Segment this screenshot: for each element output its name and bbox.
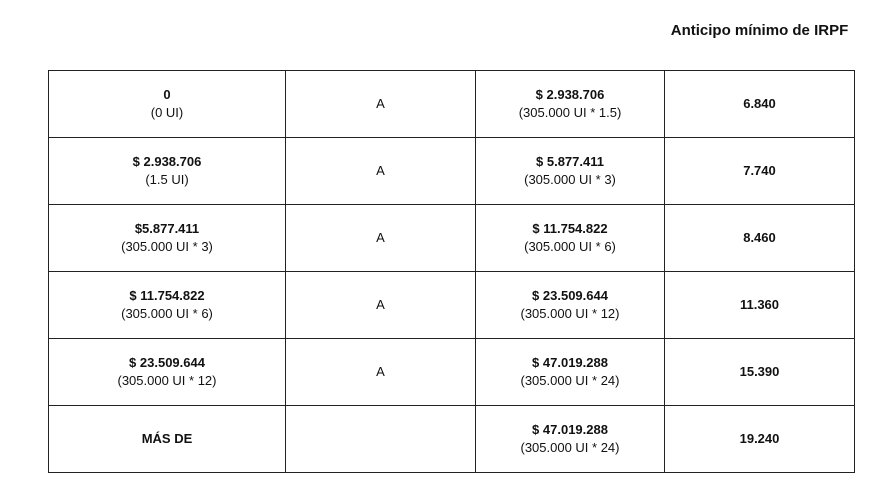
from-value: 0 bbox=[163, 87, 171, 102]
amount-value: 7.740 bbox=[743, 163, 776, 178]
connector-cell bbox=[286, 272, 476, 339]
to-ui: (305.000 UI * 24) bbox=[520, 373, 620, 388]
from-value: $ 2.938.706 bbox=[132, 154, 202, 169]
amount-cell bbox=[665, 272, 855, 339]
connector-text: A bbox=[376, 230, 385, 245]
to-value: $ 47.019.288 bbox=[532, 422, 608, 437]
amount-cell bbox=[665, 406, 855, 473]
to-ui: (305.000 UI * 6) bbox=[524, 239, 616, 254]
from-cell bbox=[49, 205, 286, 272]
table-row bbox=[49, 205, 855, 272]
from-cell bbox=[49, 272, 286, 339]
amount-cell bbox=[665, 339, 855, 406]
amount-cell bbox=[665, 138, 855, 205]
irpf-table bbox=[48, 70, 855, 473]
from-cell bbox=[49, 339, 286, 406]
connector-cell bbox=[286, 71, 476, 138]
connector-text: A bbox=[376, 364, 385, 379]
column-header-anticipo: Anticipo mínimo de IRPF bbox=[670, 22, 849, 39]
to-cell bbox=[476, 71, 665, 138]
from-value: $5.877.411 bbox=[134, 221, 200, 236]
to-value: $ 47.019.288 bbox=[532, 355, 608, 370]
from-value: $ 11.754.822 bbox=[129, 288, 205, 303]
to-cell bbox=[476, 272, 665, 339]
amount-cell bbox=[665, 71, 855, 138]
from-ui: (305.000 UI * 6) bbox=[121, 306, 213, 321]
from-ui: (305.000 UI * 12) bbox=[117, 373, 217, 388]
connector-cell bbox=[286, 406, 476, 473]
connector-text: A bbox=[376, 297, 385, 312]
to-value: $ 5.877.411 bbox=[536, 154, 604, 169]
connector-text: A bbox=[376, 163, 385, 178]
amount-value: 8.460 bbox=[743, 230, 776, 245]
to-ui: (305.000 UI * 1.5) bbox=[518, 105, 622, 120]
table-row bbox=[49, 138, 855, 205]
to-cell bbox=[476, 205, 665, 272]
from-cell bbox=[49, 71, 286, 138]
connector-cell bbox=[286, 205, 476, 272]
connector-cell bbox=[286, 138, 476, 205]
table-row bbox=[49, 272, 855, 339]
from-ui: (305.000 UI * 3) bbox=[121, 239, 213, 254]
to-cell bbox=[476, 406, 665, 473]
from-value: MÁS DE bbox=[141, 431, 193, 446]
table-row bbox=[49, 406, 855, 473]
table-row bbox=[49, 339, 855, 406]
table-row bbox=[49, 71, 855, 138]
to-ui: (305.000 UI * 3) bbox=[524, 172, 616, 187]
from-ui: (1.5 UI) bbox=[145, 172, 189, 187]
to-cell bbox=[476, 339, 665, 406]
connector-cell bbox=[286, 339, 476, 406]
amount-cell bbox=[665, 205, 855, 272]
from-ui: (0 UI) bbox=[150, 105, 184, 120]
to-ui: (305.000 UI * 24) bbox=[520, 440, 620, 455]
connector-text: A bbox=[376, 96, 385, 111]
amount-value: 6.840 bbox=[743, 96, 776, 111]
amount-value: 15.390 bbox=[739, 364, 780, 379]
from-cell bbox=[49, 406, 286, 473]
amount-value: 11.360 bbox=[739, 297, 780, 312]
to-value: $ 2.938.706 bbox=[535, 87, 605, 102]
to-ui: (305.000 UI * 12) bbox=[520, 306, 620, 321]
to-value: $ 23.509.644 bbox=[532, 288, 608, 303]
to-cell bbox=[476, 138, 665, 205]
from-cell bbox=[49, 138, 286, 205]
amount-value: 19.240 bbox=[739, 431, 780, 446]
from-value: $ 23.509.644 bbox=[129, 355, 205, 370]
to-value: $ 11.754.822 bbox=[532, 221, 608, 236]
